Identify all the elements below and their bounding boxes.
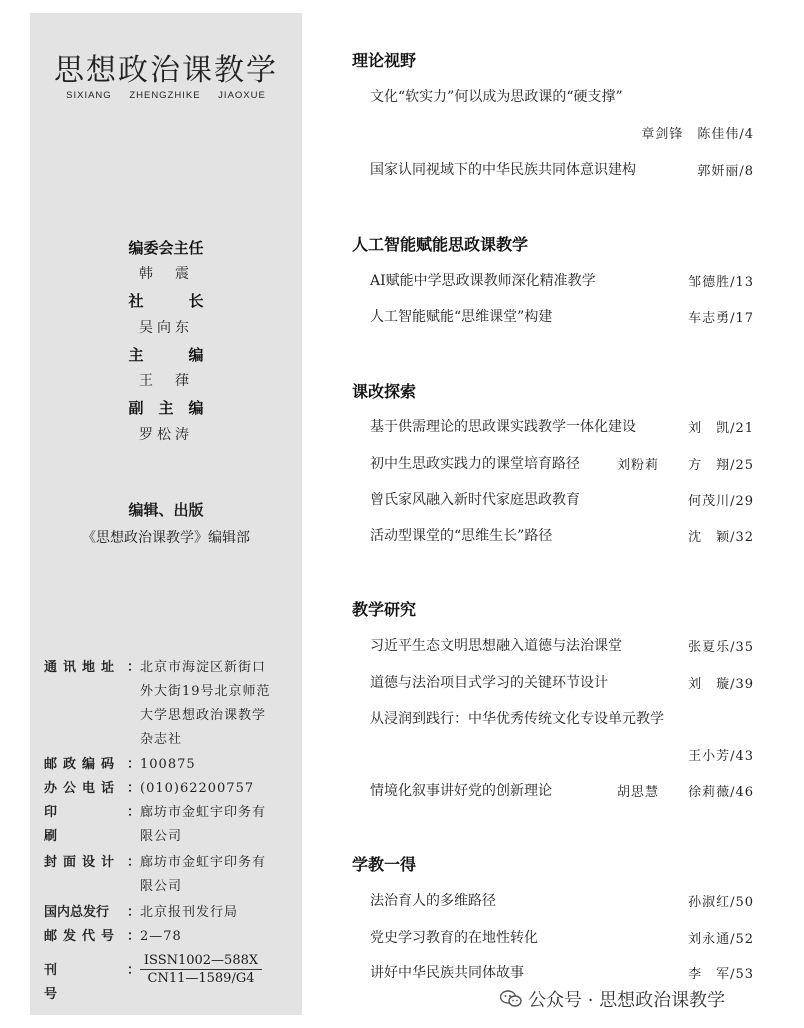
info-printing bbox=[44, 801, 302, 849]
info-phone bbox=[44, 777, 302, 801]
section-title: 人工智能赋能思政课教学 bbox=[352, 235, 529, 254]
toc-item-author: 刘永通/52 bbox=[688, 932, 754, 947]
journal-title: 思想政治课教学 bbox=[54, 53, 278, 88]
info-postcode bbox=[44, 753, 302, 777]
toc-item-coauthor: 胡思慧 bbox=[617, 785, 660, 800]
toc-item-author: 刘 凯/21 bbox=[688, 421, 754, 436]
info-value: 2—78 bbox=[140, 929, 182, 944]
info-value: (010)62200757 bbox=[140, 781, 255, 796]
toc-item-title[interactable]: AI赋能中学思政课教师深化精准教学 bbox=[370, 273, 596, 289]
toc-item-coauthor: 刘粉莉 bbox=[617, 458, 660, 473]
info-label: 封面设计 ： bbox=[44, 855, 140, 870]
publisher-name: 《思想政治课教学》编辑部 bbox=[82, 530, 250, 546]
toc-item-author: 孙淑红/50 bbox=[688, 895, 754, 910]
toc-item-author: 王小芳/43 bbox=[688, 749, 754, 764]
info-label: 刊号 ： bbox=[44, 963, 140, 1002]
toc-item-title[interactable]: 党史学习教育的在地性转化 bbox=[370, 930, 538, 946]
info-value: 北京市海淀区新街口 外大街19号北京师范 大学思想政治课教学 杂志社 bbox=[140, 660, 271, 747]
info-value: 100875 bbox=[140, 757, 196, 772]
section-title: 理论视野 bbox=[352, 51, 417, 70]
masthead-sidebar bbox=[30, 13, 302, 1015]
toc-item-title[interactable]: 曾氏家风融入新时代家庭思政教育 bbox=[370, 492, 580, 508]
info-label: 邮政编码 ： bbox=[44, 757, 140, 772]
info-label: 通讯地址 ： bbox=[44, 660, 140, 675]
info-label: 邮发代号 ： bbox=[44, 929, 140, 944]
toc-item-title[interactable]: 国家认同视域下的中华民族共同体意识建构 bbox=[370, 162, 636, 178]
toc-item-title[interactable]: 人工智能赋能“思维课堂”构建 bbox=[370, 309, 553, 325]
toc-item-author: 刘 璇/39 bbox=[688, 677, 754, 692]
info-cover-design bbox=[44, 851, 302, 899]
toc-item-author: 张夏乐/35 bbox=[688, 640, 754, 655]
info-label: 国内总发行 ： bbox=[44, 905, 140, 920]
toc-item-title[interactable]: 从浸润到践行：中华优秀传统文化专设单元教学 bbox=[370, 711, 664, 727]
toc-item-author: 沈 颖/32 bbox=[688, 530, 754, 545]
info-value: 北京报刊发行局 bbox=[140, 905, 239, 920]
editor-role-2: 社 长 bbox=[128, 292, 204, 310]
issn-block bbox=[140, 952, 262, 987]
toc-item-title[interactable]: 文化“软实力”何以成为思政课的“硬支撑” bbox=[370, 89, 623, 105]
info-label: 办公电话 ： bbox=[44, 781, 140, 796]
editor-role-4: 副 主 编 bbox=[128, 399, 204, 417]
journal-pinyin: SIXIANG ZHENGZHIKE JIAOXUE bbox=[66, 90, 266, 101]
toc-item-author: 郭妍丽/8 bbox=[697, 164, 754, 179]
info-label: 印刷 ： bbox=[44, 805, 140, 844]
wechat-watermark bbox=[500, 986, 725, 1012]
info-address bbox=[44, 656, 302, 752]
editor-name-4: 罗松涛 bbox=[139, 427, 193, 443]
section-title: 教学研究 bbox=[352, 600, 417, 619]
editor-name-2: 吴向东 bbox=[139, 320, 193, 336]
editor-role-1: 编委会主任 bbox=[128, 239, 204, 257]
toc-item-author: 章剑锋 陈佳伟/4 bbox=[641, 127, 754, 142]
editor-name-3: 王 葎 bbox=[139, 373, 193, 389]
toc-item-author: 车志勇/17 bbox=[688, 311, 754, 326]
editor-name-1: 韩 震 bbox=[139, 266, 193, 282]
cn-number: CN11—1589/G4 bbox=[147, 971, 255, 986]
info-distribution bbox=[44, 901, 302, 925]
toc-item-title[interactable]: 讲好中华民族共同体故事 bbox=[370, 965, 524, 981]
toc-item-author: 何茂川/29 bbox=[688, 494, 754, 509]
section-title: 课改探索 bbox=[352, 382, 417, 401]
info-postal-code bbox=[44, 925, 302, 949]
info-value: 廊坊市金虹宇印务有 限公司 bbox=[140, 855, 267, 894]
toc-item-title[interactable]: 初中生思政实践力的课堂培育路径 bbox=[370, 456, 580, 472]
publisher-label: 编辑、出版 bbox=[128, 501, 204, 519]
wechat-icon bbox=[500, 990, 522, 1008]
toc-item-title[interactable]: 活动型课堂的“思维生长”路径 bbox=[370, 528, 553, 544]
editor-role-3: 主 编 bbox=[128, 346, 204, 364]
toc-item-author: 李 军/53 bbox=[688, 967, 754, 982]
toc-item-author: 邹德胜/13 bbox=[688, 275, 754, 290]
issn-number: ISSN1002—588X bbox=[140, 952, 262, 970]
watermark-text: 公众号 · 思想政治课教学 bbox=[528, 990, 726, 1011]
section-title: 学教一得 bbox=[352, 855, 417, 874]
toc-item-title[interactable]: 道德与法治项目式学习的关键环节设计 bbox=[370, 675, 608, 691]
toc-item-author: 方 翔/25 bbox=[688, 458, 754, 473]
toc-item-title[interactable]: 基于供需理论的思政课实践教学一体化建设 bbox=[370, 419, 636, 435]
toc-item-title[interactable]: 情境化叙事讲好党的创新理论 bbox=[370, 783, 552, 799]
info-value: 廊坊市金虹宇印务有 限公司 bbox=[140, 805, 267, 844]
toc-item-title[interactable]: 习近平生态文明思想融入道德与法治课堂 bbox=[370, 638, 622, 654]
toc-item-author: 徐莉薇/46 bbox=[688, 785, 754, 800]
toc-item-title[interactable]: 法治育人的多维路径 bbox=[370, 893, 496, 909]
